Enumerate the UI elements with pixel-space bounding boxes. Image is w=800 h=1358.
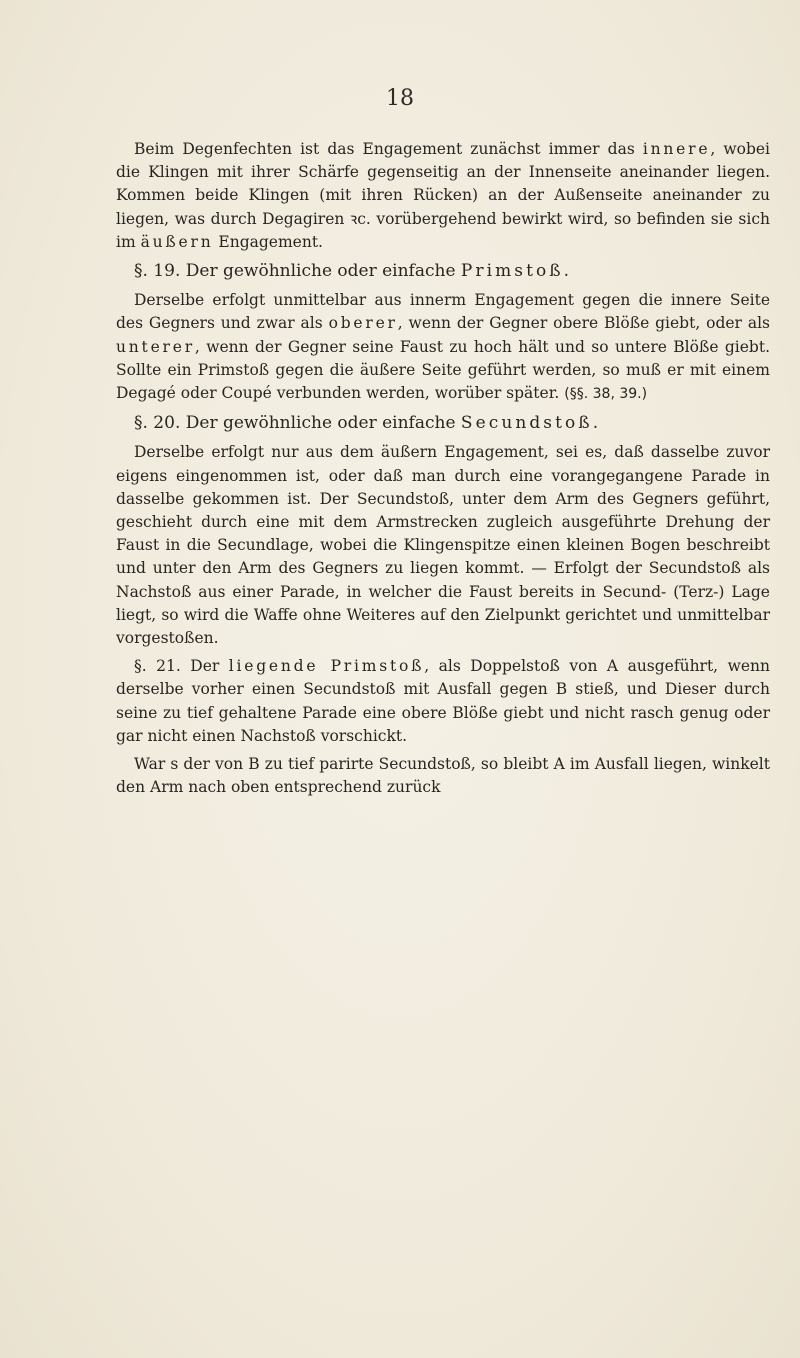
term-aeussern: äußern bbox=[140, 232, 214, 251]
term-unterer: unterer bbox=[116, 337, 195, 356]
term-oberer: oberer bbox=[328, 314, 398, 333]
paragraph-section-21: §. 21. Der liegende Primstoß, als Doppelstoß von A ausgeführt, wenn derselbe vorher einen Secundstoß mit Ausfall gegen B stieß, und Dieser durch seine zu tief gehaltene Parade eine obere Blöße giebt und nicht rasch genug oder gar nicht einen Nachstoß vorschickt. bbox=[116, 657, 770, 745]
paragraph-continuation: War s der von B zu tief parirte Secundstoß, so bleibt A im Ausfall liegen, winkelt den Arm nach oben entsprechend zurück bbox=[116, 755, 770, 797]
section-heading-19: §. 19. Der gewöhnliche oder einfache Primstoß. bbox=[134, 261, 570, 282]
term-primstoss: Primstoß bbox=[460, 261, 564, 282]
term-innere: innere bbox=[642, 140, 711, 158]
paragraph-primstoss: Derselbe erfolgt unmittelbar aus innerm Engagement gegen die innere Seite des Gegners und zwar als oberer, wenn der Gegner obere Blöße giebt, oder als unterer, wenn der Gegner seine Faust zu hoch hält und so untere Blöße giebt. Sollte ein Primstoß gegen die äußere Seite geführt werden, so muß er mit einem Degagé oder Coupé verbunden werden, worüber später. (§§. 38, 39.) bbox=[116, 291, 770, 403]
term-liegende-primstoss: liegende Primstoß bbox=[228, 657, 425, 676]
body-text bbox=[116, 138, 770, 804]
page-number: 18 bbox=[386, 86, 414, 111]
section-heading-20: §. 20. Der gewöhnliche oder einfache Secundstoß. bbox=[134, 413, 599, 434]
cross-reference: (§§. 38, 39.) bbox=[564, 386, 648, 403]
paragraph-secundstoss: Derselbe erfolgt nur aus dem äußern Engagement, sei es, daß dasselbe zuvor eigens eingenommen ist, oder daß man durch eine vorangegangene Parade in dasselbe gekommen ist. Der Secundstoß, unter dem Arm des Gegners geführt, geschieht durch eine mit dem Armstrecken zugleich ausgeführte Drehung der Faust in die Secundlage, wobei die Klingenspitze einen kleinen Bogen beschreibt und unter den Arm des Gegners zu liegen kommt. — Erfolgt der Secundstoß als Nachstoß aus einer Parade, in welcher die Faust bereits in Secund- (Terz-) Lage liegt, so wird die Waffe ohne Weiteres auf den Zielpunkt gerichtet und unmittelbar vorgestoßen. bbox=[116, 443, 770, 648]
paragraph-engagement: Beim Degenfechten ist das Engagement zunächst immer das innere, wobei die Klingen mit ihrer Schärfe gegenseitig an der Innenseite aneinander liegen. Kommen beide Klingen (mit ihren Rücken) an der Außenseite aneinander zu liegen, was durch Degagiren ꝛc. vorübergehend bewirkt wird, so befinden sie sich im äußern Engagement. bbox=[116, 140, 770, 251]
term-secundstoss: Secundstoß bbox=[460, 413, 593, 434]
